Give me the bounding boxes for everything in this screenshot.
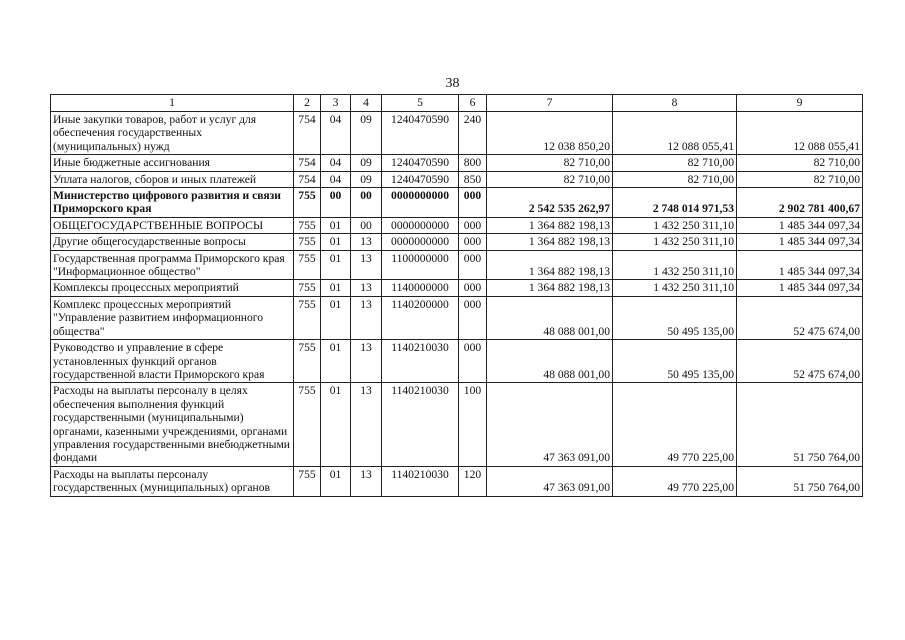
row-name-cell: Иные закупки товаров, работ и услуг для обеспечения государственных (муниципальных) нужд [51, 112, 294, 155]
section-code-cell: 01 [321, 340, 351, 383]
amount-col8-cell: 12 088 055,41 [613, 112, 737, 155]
column-number: 9 [737, 95, 863, 112]
column-number: 5 [382, 95, 459, 112]
amount-col7-cell: 1 364 882 198,13 [487, 250, 613, 280]
admin-code-cell: 755 [294, 296, 321, 339]
expense-type-cell: 000 [459, 340, 487, 383]
admin-code-cell: 754 [294, 155, 321, 171]
amount-col7-cell: 12 038 850,20 [487, 112, 613, 155]
amount-col8-cell: 1 432 250 311,10 [613, 217, 737, 233]
table-row [51, 340, 863, 383]
column-number: 4 [351, 95, 382, 112]
row-name-cell: Комплексы процессных мероприятий [51, 280, 294, 296]
row-name-cell: Уплата налогов, сборов и иных платежей [51, 171, 294, 187]
budget-table [50, 94, 863, 497]
table-row [51, 383, 863, 466]
expense-type-cell: 000 [459, 250, 487, 280]
subsection-code-cell: 00 [351, 188, 382, 218]
expense-type-cell: 800 [459, 155, 487, 171]
section-code-cell: 04 [321, 171, 351, 187]
section-code-cell: 01 [321, 383, 351, 466]
amount-col9-cell: 51 750 764,00 [737, 383, 863, 466]
amount-col9-cell: 82 710,00 [737, 171, 863, 187]
section-code-cell: 01 [321, 280, 351, 296]
column-number: 2 [294, 95, 321, 112]
amount-col8-cell: 49 770 225,00 [613, 466, 737, 496]
table-row [51, 217, 863, 233]
subsection-code-cell: 13 [351, 234, 382, 250]
expense-type-cell: 000 [459, 280, 487, 296]
amount-col7-cell: 2 542 535 262,97 [487, 188, 613, 218]
row-name-cell: Расходы на выплаты персоналу в целях обеспечения выполнения функций государственными (муниципальными) органами, казенными учреждениями, органами управления государственными внебюджетными фондами [51, 383, 294, 466]
expense-type-cell: 240 [459, 112, 487, 155]
target-article-cell: 1140000000 [382, 280, 459, 296]
target-article-cell: 1240470590 [382, 171, 459, 187]
amount-col9-cell: 1 485 344 097,34 [737, 217, 863, 233]
target-article-cell: 1140200000 [382, 296, 459, 339]
row-name-cell: Иные бюджетные ассигнования [51, 155, 294, 171]
amount-col8-cell: 50 495 135,00 [613, 296, 737, 339]
section-code-cell: 04 [321, 155, 351, 171]
section-code-cell: 01 [321, 466, 351, 496]
amount-col7-cell: 1 364 882 198,13 [487, 280, 613, 296]
amount-col8-cell: 49 770 225,00 [613, 383, 737, 466]
amount-col8-cell: 1 432 250 311,10 [613, 234, 737, 250]
admin-code-cell: 755 [294, 340, 321, 383]
expense-type-cell: 000 [459, 217, 487, 233]
amount-col7-cell: 1 364 882 198,13 [487, 234, 613, 250]
expense-type-cell: 000 [459, 234, 487, 250]
admin-code-cell: 755 [294, 466, 321, 496]
section-code-cell: 01 [321, 250, 351, 280]
subsection-code-cell: 00 [351, 217, 382, 233]
table-row [51, 466, 863, 496]
table-row [51, 155, 863, 171]
expense-type-cell: 000 [459, 188, 487, 218]
amount-col9-cell: 2 902 781 400,67 [737, 188, 863, 218]
amount-col9-cell: 1 485 344 097,34 [737, 280, 863, 296]
section-code-cell: 01 [321, 217, 351, 233]
amount-col7-cell: 1 364 882 198,13 [487, 217, 613, 233]
table-row [51, 112, 863, 155]
table-row [51, 188, 863, 218]
amount-col9-cell: 51 750 764,00 [737, 466, 863, 496]
expense-type-cell: 100 [459, 383, 487, 466]
target-article-cell: 1240470590 [382, 155, 459, 171]
column-number: 1 [51, 95, 294, 112]
subsection-code-cell: 13 [351, 280, 382, 296]
page-number: 38 [445, 76, 460, 91]
admin-code-cell: 755 [294, 188, 321, 218]
subsection-code-cell: 13 [351, 340, 382, 383]
admin-code-cell: 754 [294, 112, 321, 155]
amount-col9-cell: 82 710,00 [737, 155, 863, 171]
table-row [51, 250, 863, 280]
amount-col8-cell: 1 432 250 311,10 [613, 250, 737, 280]
subsection-code-cell: 13 [351, 466, 382, 496]
section-code-cell: 01 [321, 234, 351, 250]
amount-col9-cell: 52 475 674,00 [737, 296, 863, 339]
target-article-cell: 1140210030 [382, 340, 459, 383]
amount-col7-cell: 47 363 091,00 [487, 383, 613, 466]
admin-code-cell: 755 [294, 250, 321, 280]
target-article-cell: 1100000000 [382, 250, 459, 280]
row-name-cell: Расходы на выплаты персоналу государственных (муниципальных) органов [51, 466, 294, 496]
amount-col8-cell: 50 495 135,00 [613, 340, 737, 383]
row-name-cell: Комплекс процессных мероприятий "Управление развитием информационного общества" [51, 296, 294, 339]
amount-col9-cell: 52 475 674,00 [737, 340, 863, 383]
admin-code-cell: 755 [294, 234, 321, 250]
expense-type-cell: 850 [459, 171, 487, 187]
amount-col7-cell: 47 363 091,00 [487, 466, 613, 496]
target-article-cell: 1140210030 [382, 466, 459, 496]
subsection-code-cell: 13 [351, 383, 382, 466]
admin-code-cell: 754 [294, 171, 321, 187]
expense-type-cell: 120 [459, 466, 487, 496]
row-name-cell: Другие общегосударственные вопросы [51, 234, 294, 250]
section-code-cell: 00 [321, 188, 351, 218]
section-code-cell: 01 [321, 296, 351, 339]
column-number-row [51, 95, 863, 112]
target-article-cell: 1240470590 [382, 112, 459, 155]
column-number: 3 [321, 95, 351, 112]
amount-col9-cell: 1 485 344 097,34 [737, 234, 863, 250]
column-number: 8 [613, 95, 737, 112]
subsection-code-cell: 13 [351, 296, 382, 339]
row-name-cell: Руководство и управление в сфере установленных функций органов государственной власти Приморского края [51, 340, 294, 383]
target-article-cell: 0000000000 [382, 188, 459, 218]
row-name-cell: Государственная программа Приморского края "Информационное общество" [51, 250, 294, 280]
admin-code-cell: 755 [294, 217, 321, 233]
row-name-cell: ОБЩЕГОСУДАРСТВЕННЫЕ ВОПРОСЫ [51, 217, 294, 233]
amount-col8-cell: 82 710,00 [613, 155, 737, 171]
table-row [51, 171, 863, 187]
subsection-code-cell: 09 [351, 171, 382, 187]
row-name-cell: Министерство цифрового развития и связи Приморского края [51, 188, 294, 218]
amount-col8-cell: 82 710,00 [613, 171, 737, 187]
column-number: 7 [487, 95, 613, 112]
subsection-code-cell: 09 [351, 155, 382, 171]
table-row [51, 234, 863, 250]
expense-type-cell: 000 [459, 296, 487, 339]
target-article-cell: 0000000000 [382, 217, 459, 233]
section-code-cell: 04 [321, 112, 351, 155]
amount-col7-cell: 48 088 001,00 [487, 340, 613, 383]
subsection-code-cell: 13 [351, 250, 382, 280]
amount-col9-cell: 12 088 055,41 [737, 112, 863, 155]
amount-col8-cell: 2 748 014 971,53 [613, 188, 737, 218]
table-body [51, 95, 863, 497]
target-article-cell: 0000000000 [382, 234, 459, 250]
amount-col7-cell: 82 710,00 [487, 171, 613, 187]
table-row [51, 280, 863, 296]
admin-code-cell: 755 [294, 280, 321, 296]
amount-col9-cell: 1 485 344 097,34 [737, 250, 863, 280]
column-number: 6 [459, 95, 487, 112]
table-row [51, 296, 863, 339]
amount-col7-cell: 48 088 001,00 [487, 296, 613, 339]
amount-col8-cell: 1 432 250 311,10 [613, 280, 737, 296]
amount-col7-cell: 82 710,00 [487, 155, 613, 171]
subsection-code-cell: 09 [351, 112, 382, 155]
admin-code-cell: 755 [294, 383, 321, 466]
target-article-cell: 1140210030 [382, 383, 459, 466]
